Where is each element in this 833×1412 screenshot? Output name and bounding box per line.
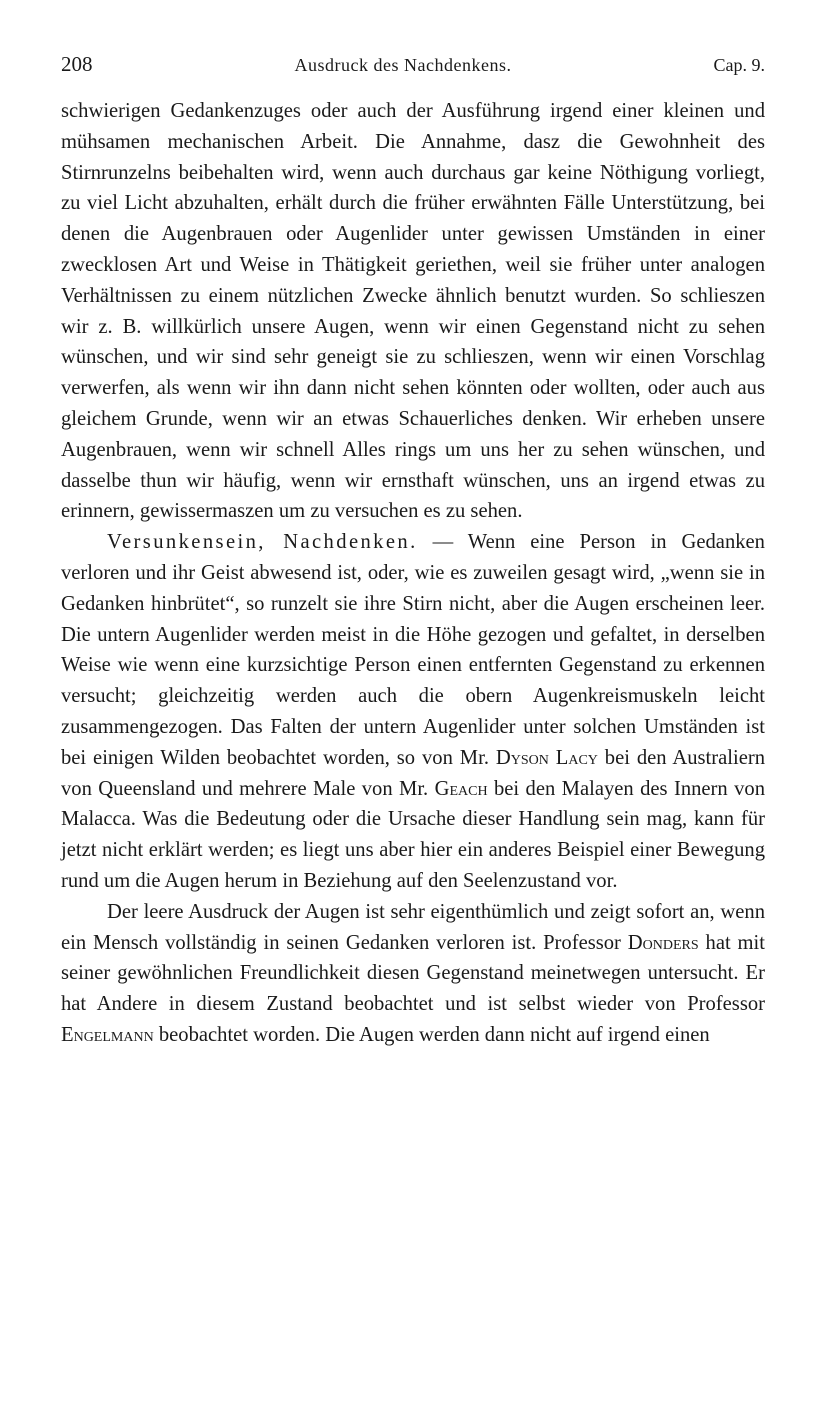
paragraph-1: schwierigen Gedankenzuges oder auch der Ausführung irgend einer kleinen und mühsamen mechanischen Arbeit. Die Annahme, dasz die Gewohnheit des Stirnrunzelns beibehalten wird, wenn auch durchaus gar keine Nöthigung vorliegt, zu viel Licht abzuhalten, erhält durch die früher erwähnten Fälle Unterstützung, bei denen die Augenbrauen oder Augenlider unter gewissen Umständen in einer zwecklosen Art und Weise in Thätigkeit geriethen, weil sie früher unter analogen Verhältnissen zu einem nützlichen Zwecke ähnlich benutzt wurden. So schlieszen wir z. B. willkürlich unsere Augen, wenn wir einen Gegenstand nicht zu sehen wünschen, und wir sind sehr geneigt sie zu schlieszen, wenn wir einen Vorschlag verwerfen, als wenn wir ihn dann nicht sehen könnten oder wollten, oder auch aus gleichem Grunde, wenn wir an etwas Schauerliches denken. Wir erheben unsere Augenbrauen, wenn wir schnell Alles rings um uns her zu sehen wünschen, und dasselbe thun wir häufig, wenn wir ernsthaft wünschen, uns an irgend etwas zu erinnern, gewissermaszen um zu versuchen es zu sehen.: [61, 100, 765, 523]
running-title: Ausdruck des Nachdenkens.: [294, 55, 512, 75]
paragraph-2: [61, 527, 765, 897]
section-heading: Versunkensein, Nachdenken.: [107, 531, 418, 554]
paragraph-3: [61, 897, 765, 1051]
body-text: [61, 96, 765, 1051]
person-name-engelmann: Engelmann: [61, 1023, 154, 1046]
paragraph-3-text-2: hat mit seiner gewöhnlichen Freundlichkeit diesen Gegenstand meinetwegen untersucht. Er hat Andere in diesem Zustand beobachtet und ist selbst wieder von Professor: [61, 931, 765, 1016]
paragraph-2-text-1: Wenn eine Person in Gedanken verloren und ihr Geist abwesend ist, oder, wie es zuweilen gesagt wird, „wenn sie in Gedanken hinbrütet“, so runzelt sie ihre Stirn nicht, aber die Augen erscheinen leer. Die untern Augenlider werden meist in die Höhe gezogen und gefaltet, in derselben Weise wie wenn eine kurzsichtige Person einen entfernten Gegenstand zu erkennen versucht; gleichzeitig werden auch die obern Augenkreismuskeln leicht zusammengezogen. Das Falten der untern Augenlider unter solchen Umständen ist bei einigen Wilden beobachtet worden, so von Mr.: [61, 531, 765, 769]
chapter-label: Cap. 9.: [713, 55, 765, 75]
person-name-donders: Donders: [627, 931, 699, 954]
running-head: [61, 52, 765, 82]
person-name-geach: Geach: [434, 777, 488, 800]
paragraph-3-text-1: Der leere Ausdruck der Augen ist sehr eigenthümlich und zeigt sofort an, wenn ein Mensch vollständig in seinen Gedanken verloren ist. Professor: [61, 900, 765, 954]
paragraph-2-text-2: bei den Australiern von Queensland und mehrere Male von Mr.: [61, 746, 765, 800]
paragraph-2-text-3: bei den Malayen des Innern von Malacca. Was die Bedeutung oder die Ursache dieser Handlung sein mag, kann für jetzt nicht erklärt werden; es liegt uns aber hier ein anderes Beispiel einer Bewegung rund um die Augen herum in Beziehung auf den Seelenzustand vor.: [61, 777, 765, 892]
person-name-dyson-lacy: Dyson Lacy: [495, 746, 598, 769]
heading-dash: —: [417, 531, 468, 554]
page-number: 208: [61, 52, 93, 76]
book-page: [61, 52, 765, 1051]
paragraph-3-text-3: beobachtet worden. Die Augen werden dann nicht auf irgend einen: [153, 1023, 710, 1046]
